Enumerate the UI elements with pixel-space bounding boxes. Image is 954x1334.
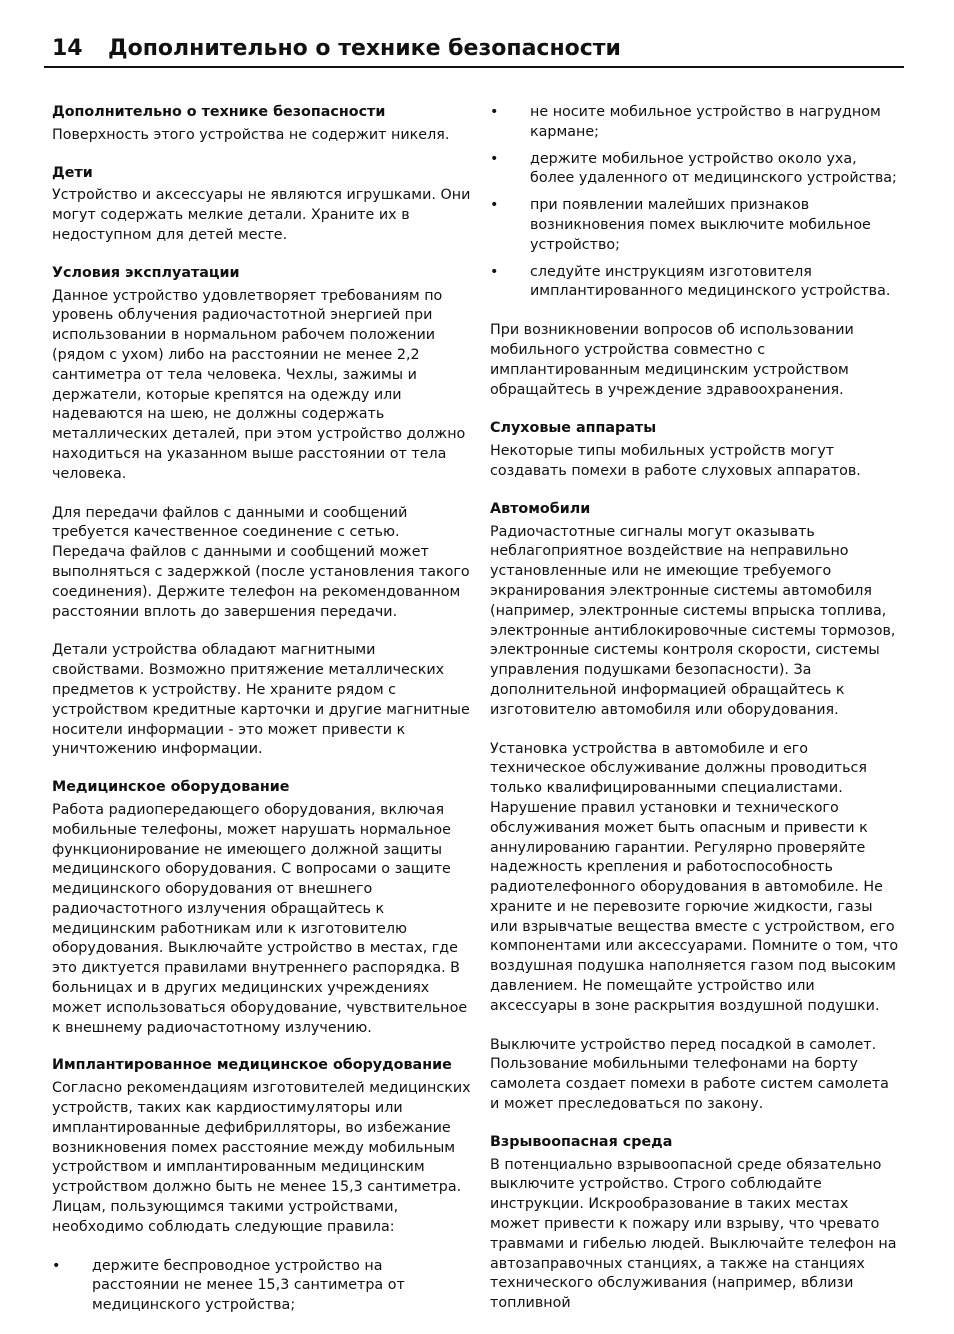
right-column xyxy=(490,103,902,1332)
bullet-icon: • xyxy=(490,104,499,120)
paragraph: Согласно рекомендациям изготовителей медицинских устройств, таких как кардиостимуляторы или имплантированные дефибрилляторы, во избежание возникновения помех расстояние между мобильным устройством и имплантированным медицинским устройством должно быть не менее 15,3 сантиметра. Лицам, пользующимся такими устройствами, необходимо соблюдать следующие правила: xyxy=(52,1080,471,1235)
list-item xyxy=(490,263,902,303)
paragraph: Радиочастотные сигналы могут оказывать неблагоприятное воздействие на неправильно установленные или не имеющие требуемого экранирования электронные системы автомобиля (например, электронные системы впрыска топлива, электронные антиблокировочные системы тормозов, электронные системы контроля скорости, системы управления подушками безопасности). За дополнительной информацией обращайтесь к изготовителю автомобиля или оборудования. xyxy=(490,523,896,718)
list-item xyxy=(490,150,902,190)
list-item xyxy=(490,196,902,255)
section-explosive-environment xyxy=(490,1133,902,1314)
paragraph: Некоторые типы мобильных устройств могут создавать помехи в работе слуховых аппаратов. xyxy=(490,443,861,479)
paragraph: Устройство и аксессуары не являются игрушками. Они могут содержать мелкие детали. Храните их в недоступном для детей месте. xyxy=(52,187,471,243)
bullet-icon: • xyxy=(490,197,499,214)
paragraph: При возникновении вопросов об использовании мобильного устройства совместно с имплантированным медицинским устройством обращайтесь в учреждение здравоохранения. xyxy=(490,322,854,398)
section-hearing-aids xyxy=(490,419,902,481)
bullet-icon: • xyxy=(52,1257,61,1274)
list-item-text: не носите мобильное устройство в нагрудном кармане; xyxy=(530,104,881,140)
section-operating-environment xyxy=(52,264,472,760)
section-vehicles xyxy=(490,500,902,1115)
list-item-text: держите мобильное устройство около уха, более удаленного от медицинского устройства; xyxy=(530,150,897,187)
bullet-icon: • xyxy=(490,263,499,280)
list-item-text: при появлении малейших признаков возникновения помех выключите мобильное устройство; xyxy=(530,197,871,253)
paragraph: Установка устройства в автомобиле и его техническое обслуживание должны проводиться только квалифицированными специалистами. Нарушение правил установки и технического обслуживания может быть опасным и привести к аннулированию гарантии. Регулярно проверяйте надежность крепления и работоспособность радиотелефонного оборудования в автомобиле. Не храните и не перевозите горючие жидкости, газы или взрывчатые вещества вместе с устройством, его компонентами или аксессуарами. Помните о том, что воздушная подушка наполняется газом под высоким давлением. Не помещайте устройство или аксессуары в зоне раскрытия воздушной подушки. xyxy=(490,740,899,1014)
section-medical-devices xyxy=(52,778,472,1038)
bullet-list xyxy=(52,1257,472,1316)
section-heading: Медицинское оборудование xyxy=(52,779,290,796)
page-header xyxy=(44,34,904,68)
paragraph: Данное устройство удовлетворяет требованиям по уровень облучения радиочастотной энергией при использовании в нормальном рабочем положении (рядом с ухом) либо на расстоянии не менее 2,2 сантиметра от тела человека. Чехлы, зажимы и держатели, которые крепятся на одежду или надеваются на шею, не должны содержать металлических деталей, при этом устройство должно находиться на указанном выше расстоянии от тела человека. xyxy=(52,287,466,482)
page-title: Дополнительно о технике безопасности xyxy=(108,36,621,61)
paragraph: В потенциально взрывоопасной среде обязательно выключите устройство. Строго соблюдайте инструкции. Искрообразование в таких местах может привести к пожару или взрыву, что чревато травмами и гибелью людей. Выключайте телефон на автозаправочных станциях, а также на станциях технического обслуживания (например, вблизи топливной xyxy=(490,1156,897,1312)
section-heading: Имплантированное медицинское оборудование xyxy=(52,1057,452,1074)
bullet-icon: • xyxy=(490,150,499,167)
left-column xyxy=(52,103,472,1334)
paragraph: Для передачи файлов с данными и сообщений требуется качественное соединение с сетью. Передача файлов с данными и сообщений может выполняться с задержкой (после установления такого соединения). Держите телефон на рекомендованном расстоянии вплоть до завершения передачи. xyxy=(52,504,470,620)
bullet-list xyxy=(490,103,902,302)
list-item xyxy=(52,1257,472,1316)
list-item xyxy=(490,103,902,143)
section-heading: Дополнительно о технике безопасности xyxy=(52,104,386,120)
paragraph: Работа радиопередающего оборудования, включая мобильные телефоны, может нарушать нормальное функционирование не имеющего должной защиты медицинского оборудования. С вопросами о защите медицинского оборудования от внешнего радиочастотного излучения обращайтесь к медицинским работникам или к изготовителю оборудования. Выключайте устройство в местах, где это диктуется правилами внутреннего распорядка. В больницах и в других медицинских учреждениях может использоваться оборудование, чувствительное к внешнему радиочастотному излучению. xyxy=(52,801,468,1036)
section-heading: Взрывоопасная среда xyxy=(490,1133,673,1150)
list-item-text: держите беспроводное устройство на расстоянии не менее 15,3 сантиметра от медицинского устройства; xyxy=(92,1257,405,1314)
paragraph: Поверхность этого устройства не содержит никеля. xyxy=(52,126,450,143)
section-safety xyxy=(52,103,472,146)
paragraph: Выключите устройство перед посадкой в самолет. Пользование мобильными телефонами на борту самолета создает помехи в работе систем самолета и может преследоваться по закону. xyxy=(490,1036,889,1113)
section-heading: Автомобили xyxy=(490,500,591,517)
section-heading: Условия эксплуатации xyxy=(52,264,240,281)
section-heading: Дети xyxy=(52,164,93,181)
section-heading: Слуховые аппараты xyxy=(490,420,657,437)
list-item-text: следуйте инструкциям изготовителя имплантированного медицинского устройства. xyxy=(530,263,891,300)
section-children xyxy=(52,164,472,246)
section-implanted-devices xyxy=(52,1056,472,1316)
page-number: 14 xyxy=(52,36,83,61)
paragraph: Детали устройства обладают магнитными свойствами. Возможно притяжение металлических предметов к устройству. Не храните рядом с устройством кредитные карточки и другие магнитные носители информации - это может привести к уничтожению информации. xyxy=(52,642,470,758)
